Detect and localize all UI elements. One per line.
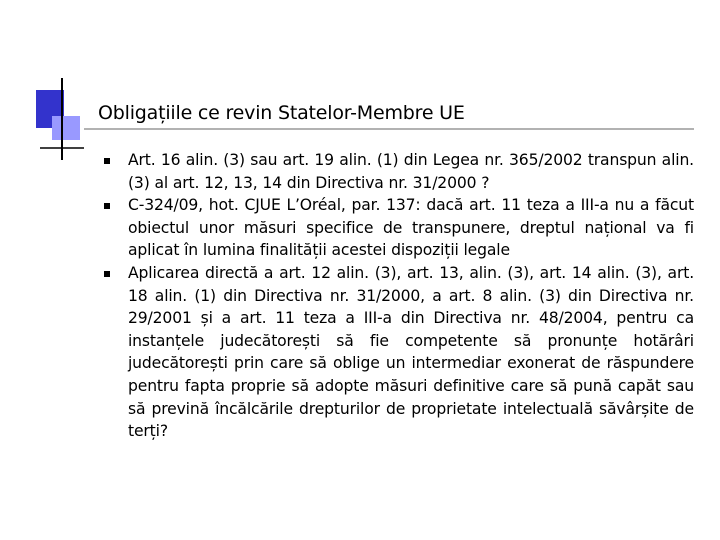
bullet-item-1 <box>98 149 694 194</box>
square-bullet-icon <box>104 158 110 164</box>
bullet-text-3: Aplicarea directă a art. 12 alin. (3), art. 13, alin. (3), art. 14 alin. (3), art. 18 alin. (1) din Directiva nr. 31/2000, a art. 8 alin. (3) din Directiva nr. 29/2001 și a art. 11 teza a III-a din Directiva nr. 48/2004, pentru ca instanțele judecătorești să fie competente să pronunțe hotărâri judecătorești prin care să oblige un intermediar exonerat de răspundere pentru fapta proprie să adopte măsuri definitive care să pună capăt sau să prevină încălcările drepturilor de proprietate intelectuală săvârșite de terți? <box>128 263 694 441</box>
square-bullet-icon <box>104 271 110 277</box>
bullet-text-1: Art. 16 alin. (3) sau art. 19 alin. (1) din Legea nr. 365/2002 transpun alin. (3) al art. 12, 13, 14 din Directiva nr. 31/2000 ? <box>128 151 694 192</box>
square-bullet-icon <box>104 203 110 209</box>
bullet-list <box>98 149 694 443</box>
bullet-text-2: C-324/09, hot. CJUE L’Oréal, par. 137: dacă art. 11 teza a III-a nu a făcut obiectul unor măsuri specifice de transpunere, dreptul național va fi aplicat în lumina finalității acestei dispoziții legale <box>128 196 694 260</box>
decoration-light-square <box>52 116 80 140</box>
bullet-item-2 <box>98 194 694 262</box>
slide-title: Obligațiile ce revin Statelor-Membre UE <box>98 102 465 124</box>
bullet-item-3 <box>98 262 694 443</box>
